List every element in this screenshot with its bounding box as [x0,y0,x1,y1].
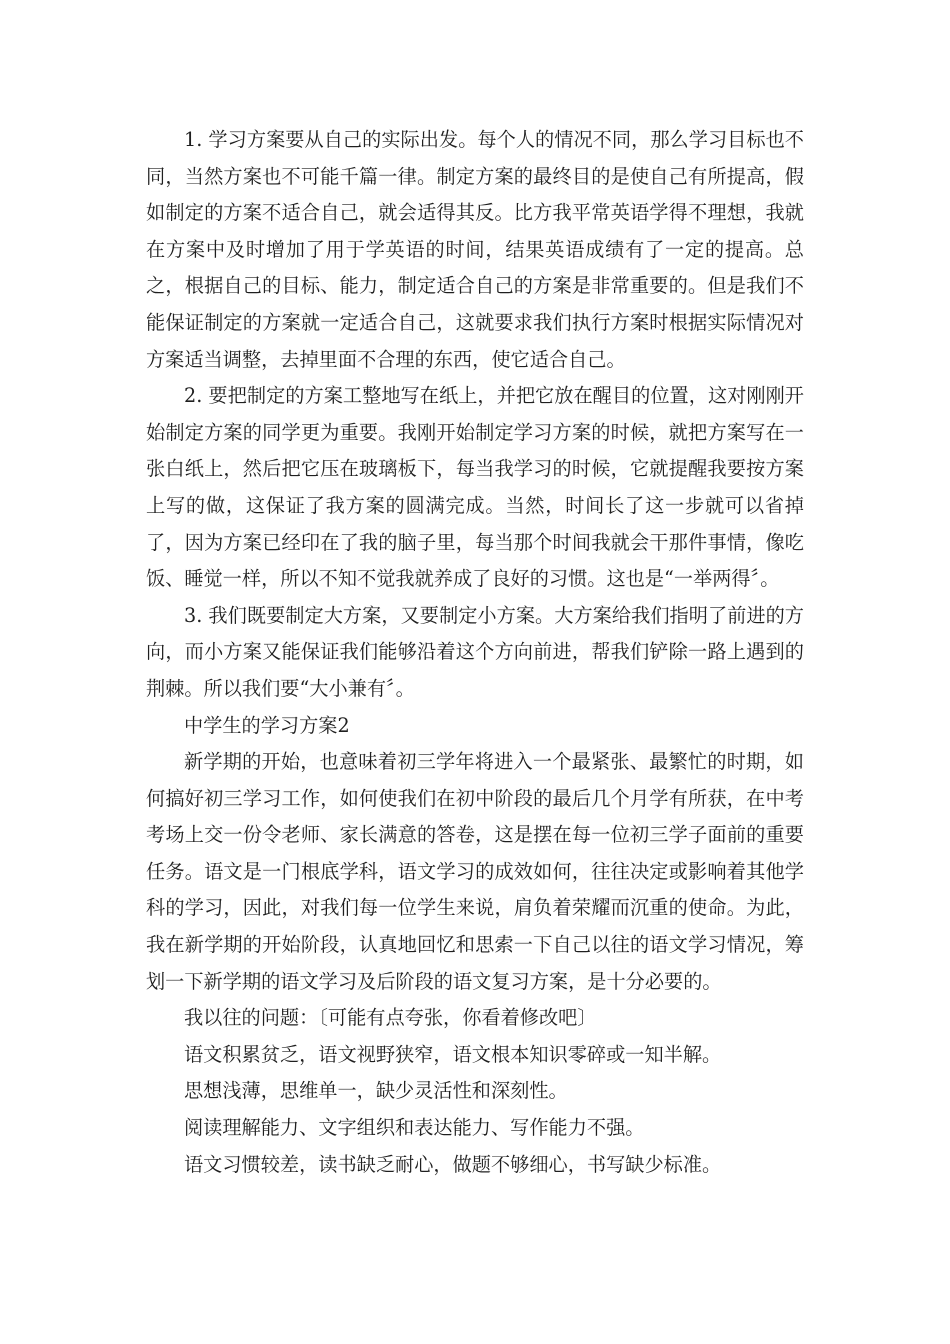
paragraph-intro: 新学期的开始，也意味着初三学年将进入一个最紧张、最繁忙的时期，如何搞好初三学习工作，如何使我们在初中阶段的最后几个月学有所获，在中考考场上交一份令老师、家长满意的答卷，这是摆在每一位初三学子面前的重要任务。语文是一门根底学科，语文学习的成效如何，往往决定或影响着其他学科的学习，因此，对我们每一位学生来说，肩负着荣耀而沉重的使命。为此，我在新学期的开始阶段，认真地回忆和思索一下自己以往的语文学习情况，筹划一下新学期的语文学习及后阶段的语文复习方案，是十分必要的。 [146,750,804,993]
paragraph-point-2: 2. 要把制定的方案工整地写在纸上，并把它放在醒目的位置，这对刚刚开始制定方案的同学更为重要。我刚开始制定学习方案的时候，就把方案写在一张白纸上，然后把它压在玻璃板下，每当我学习的时候，它就提醒我要按方案上写的做，这保证了我方案的圆满完成。当然，时间长了这一步就可以省掉了，因为方案已经印在了我的脑子里，每当那个时间我就会干那件事情，像吃饭、睡觉一样，所以不知不觉我就养成了良好的习惯。这也是“一举两得〞。 [146,384,804,591]
document-body [146,122,804,1183]
paragraph-point-3: 3. 我们既要制定大方案，又要制定小方案。大方案给我们指明了前进的方向，而小方案又能保证我们能够沿着这个方向前进，帮我们铲除一路上遇到的荆棘。所以我们要“大小兼有〞。 [146,603,804,700]
paragraph-problem-3: 阅读理解能力、文字组织和表达能力、写作能力不强。 [184,1116,645,1140]
section-heading: 中学生的学习方案2 [184,713,350,737]
paragraph-problems-lead: 我以往的问题：〔可能有点夸张，你看着修改吧〕 [184,1006,597,1030]
paragraph-problem-1: 语文积累贫乏，语文视野狭窄，语文根本知识零碎或一知半解。 [184,1042,722,1066]
paragraph-problem-2: 思想浅薄，思维单一，缺少灵活性和深刻性。 [184,1079,568,1103]
paragraph-problem-4: 语文习惯较差，读书缺乏耐心，做题不够细心，书写缺少标准。 [184,1152,722,1176]
paragraph-point-1: 1. 学习方案要从自己的实际出发。每个人的情况不同，那么学习目标也不同，当然方案也不可能千篇一律。制定方案的最终目的是使自己有所提高，假如制定的方案不适合自己，就会适得其反。比方我平常英语学得不理想，我就在方案中及时增加了用于学英语的时间，结果英语成绩有了一定的提高。总之，根据自己的目标、能力，制定适合自己的方案是非常重要的。但是我们不能保证制定的方案就一定适合自己，这就要求我们执行方案时根据实际情况对方案适当调整，去掉里面不合理的东西，使它适合自己。 [146,128,804,371]
